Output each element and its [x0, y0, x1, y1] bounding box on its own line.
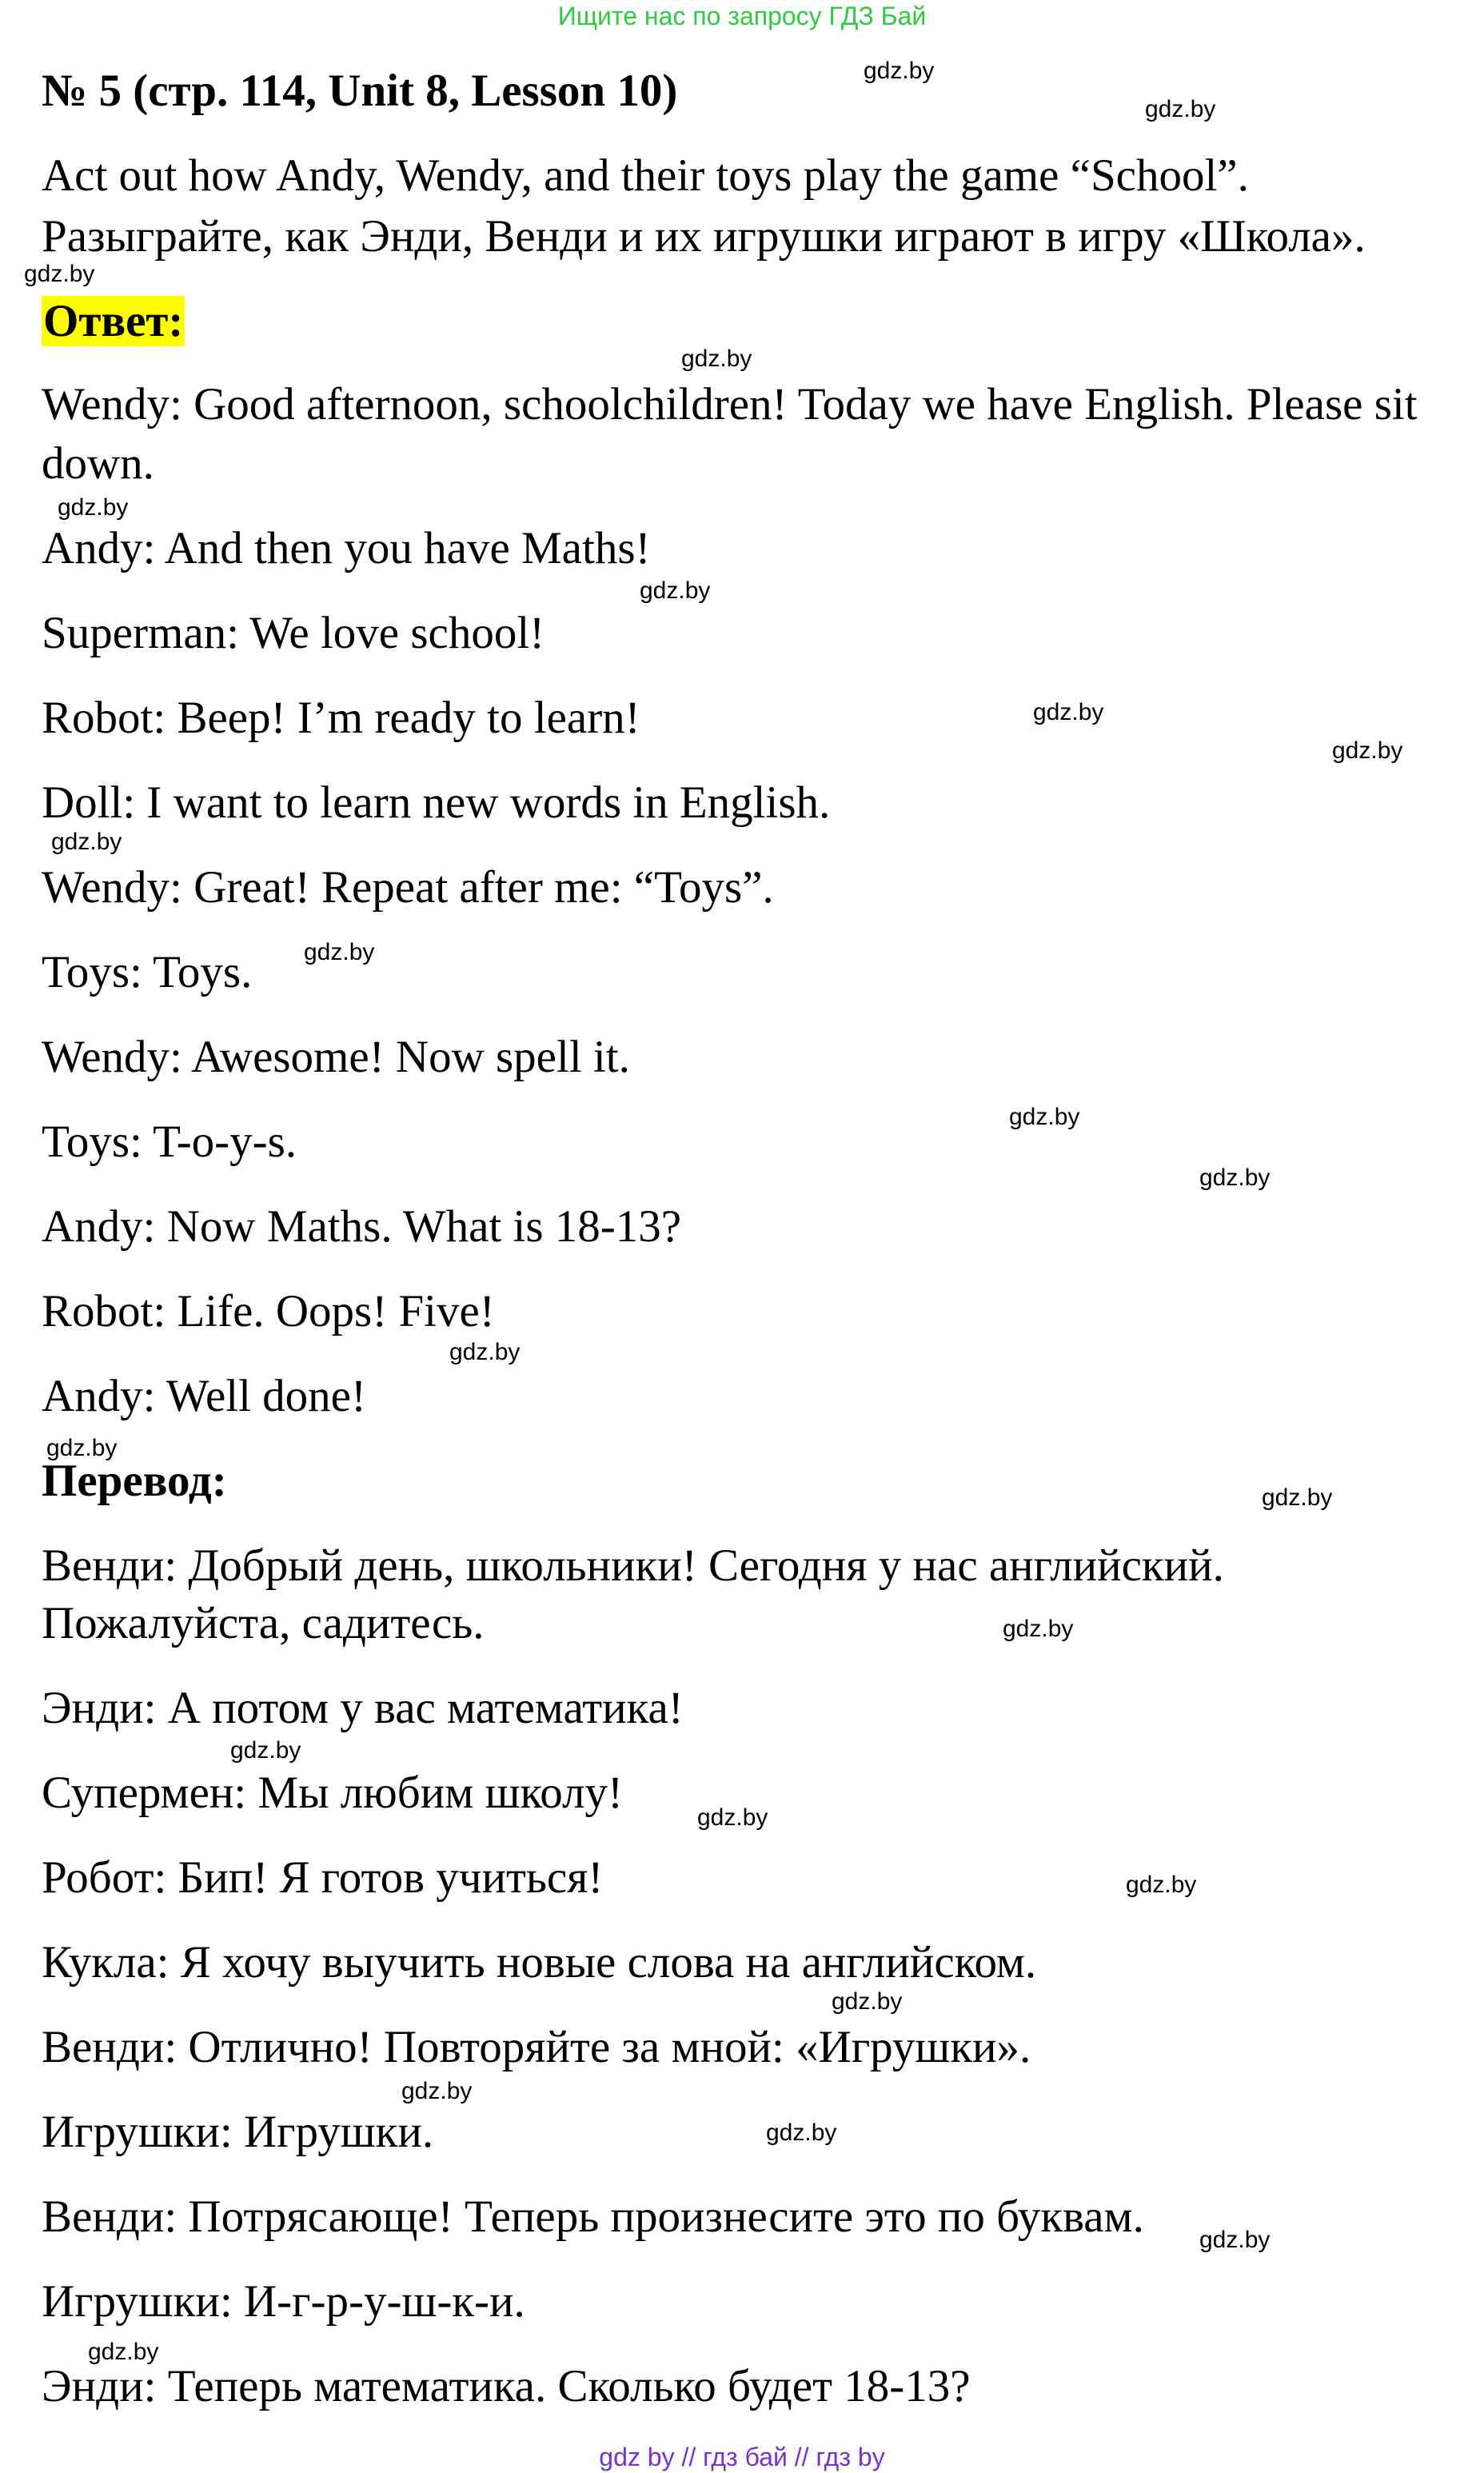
translation-line: Супермен: Мы любим школу!	[42, 1768, 623, 1818]
answer-heading	[42, 294, 185, 349]
watermark: gdz.by	[58, 494, 129, 521]
watermark: gdz.by	[230, 1737, 301, 1764]
answer-line: Wendy: Awesome! Now spell it.	[42, 1032, 630, 1082]
watermark: gdz.by	[24, 261, 95, 287]
watermark: gdz.by	[1126, 1872, 1197, 1898]
watermark: gdz.by	[697, 1804, 768, 1831]
watermark: gdz.by	[1199, 2227, 1271, 2253]
task-russian: Разыграйте, как Энди, Венди и их игрушки играют в игру «Школа».	[42, 211, 1366, 262]
translation-line: Энди: Теперь математика. Сколько будет 18-13?	[42, 2361, 971, 2411]
watermark: gdz.by	[1009, 1104, 1080, 1130]
translation-line: Энди: А потом у вас математика!	[42, 1683, 684, 1733]
watermark: gdz.by	[304, 939, 375, 965]
task-english: Act out how Andy, Wendy, and their toys play the game “School”.	[42, 150, 1249, 201]
watermark: gdz.by	[1033, 699, 1104, 725]
answer-line: Robot: Life. Oops! Five!	[42, 1286, 495, 1336]
translation-line: Пожалуйста, садитесь.	[42, 1598, 485, 1648]
answer-line: Andy: Now Maths. What is 18-13?	[42, 1201, 682, 1252]
footer-banner[interactable]: gdz by // гдз бай // гдз by	[599, 2443, 885, 2471]
watermark: gdz.by	[449, 1339, 521, 1365]
answer-line: Andy: And then you have Maths!	[42, 523, 651, 573]
answer-line: Wendy: Great! Repeat after me: “Toys”.	[42, 862, 774, 913]
answer-line: Toys: T-o-y-s.	[42, 1117, 297, 1167]
watermark: gdz.by	[864, 58, 935, 84]
translation-line: Игрушки: И-г-р-у-ш-к-и.	[42, 2276, 525, 2327]
translation-line: Кукла: Я хочу выучить новые слова на английском.	[42, 1937, 1037, 1988]
watermark: gdz.by	[766, 2119, 837, 2146]
translation-line: Венди: Потрясающе! Теперь произнесите это по буквам.	[42, 2191, 1144, 2242]
answer-line: Superman: We love school!	[42, 608, 545, 658]
watermark: gdz.by	[401, 2078, 473, 2104]
watermark: gdz.by	[681, 346, 752, 372]
watermark: gdz.by	[51, 829, 122, 855]
watermark: gdz.by	[1262, 1484, 1333, 1511]
answer-line: Wendy: Good afternoon, schoolchildren! Today we have English. Please sit	[42, 379, 1418, 429]
translation-line: Робот: Бип! Я готов учиться!	[42, 1852, 604, 1903]
translation-line: Венди: Отлично! Повторяйте за мной: «Игрушки».	[42, 2022, 1031, 2072]
watermark: gdz.by	[1199, 1165, 1271, 1191]
top-banner[interactable]: Ищите нас по запросу ГДЗ Бай	[557, 2, 927, 30]
translation-line: Венди: Добрый день, школьники! Сегодня у нас английский.	[42, 1540, 1224, 1591]
translation-heading: Перевод:	[42, 1456, 227, 1506]
answer-line: Doll: I want to learn new words in English.	[42, 777, 831, 828]
watermark: gdz.by	[1145, 96, 1216, 122]
watermark: gdz.by	[640, 577, 711, 604]
answer-line: Toys: Toys.	[42, 947, 253, 997]
answer-line: Robot: Beep! I’m ready to learn!	[42, 693, 640, 743]
answer-line: down.	[42, 438, 154, 489]
watermark: gdz.by	[46, 1435, 118, 1461]
exercise-title: № 5 (стр. 114, Unit 8, Lesson 10)	[42, 66, 678, 116]
answer-line: Andy: Well done!	[42, 1371, 366, 1421]
watermark: gdz.by	[88, 2339, 159, 2365]
answer-label: Ответ:	[43, 296, 184, 346]
watermark: gdz.by	[1332, 737, 1403, 764]
watermark: gdz.by	[832, 1988, 903, 2015]
watermark: gdz.by	[1003, 1616, 1074, 1642]
translation-line: Игрушки: Игрушки.	[42, 2107, 434, 2157]
